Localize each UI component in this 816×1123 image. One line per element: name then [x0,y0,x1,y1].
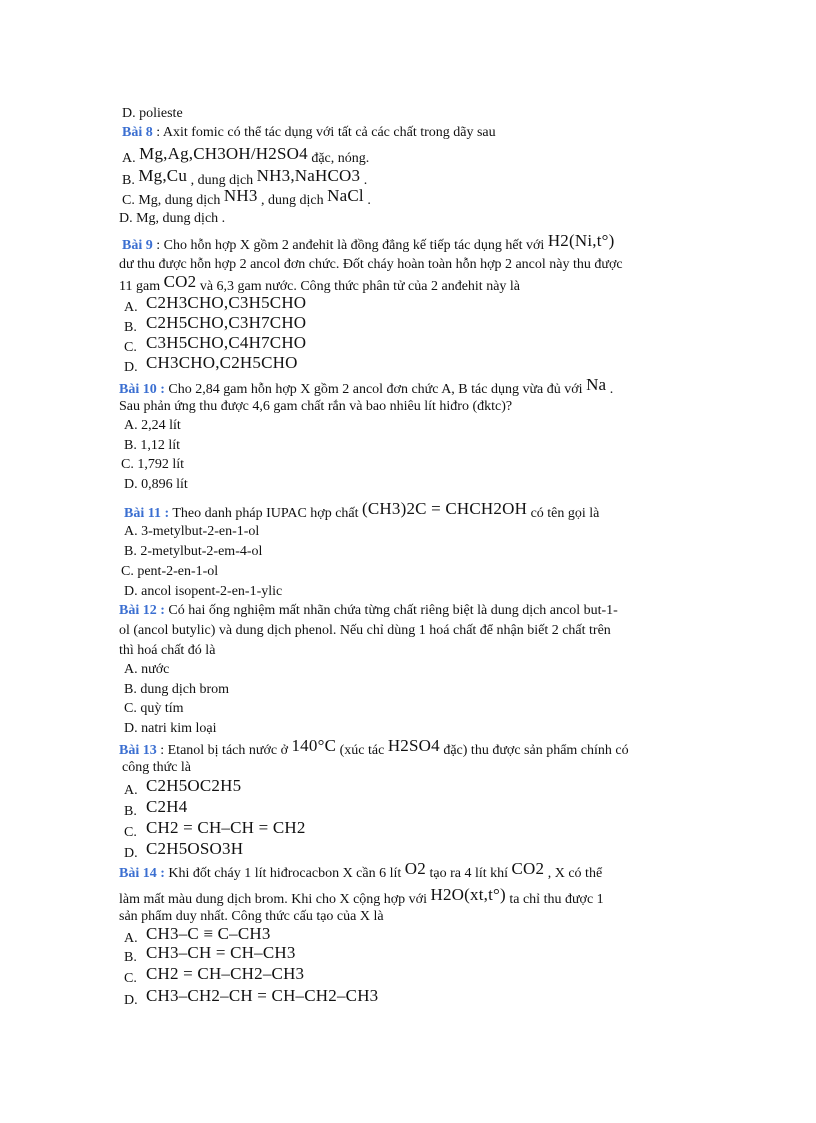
q14-option-d [124,986,379,1009]
q10-option-c: C. 1,792 lít [121,457,185,472]
q8-stem [122,125,496,141]
q13-option-d [124,839,244,862]
q14-stem-line-2 [119,885,604,908]
q14-option-d-formula: CH3–CH2–CH = CH–CH2–CH3 [146,986,379,1005]
q14-option-a-label: A. [124,931,138,946]
q8-heading: Bài 8 [122,125,153,140]
q9-heading: Bài 9 [122,238,153,253]
q11-option-d: D. ancol isopent-2-en-1-ylic [124,584,283,599]
q8-b-formula-1: Mg,Cu [138,166,188,185]
q13-option-c-label: C. [124,825,137,840]
q9-option-d-label: D. [124,360,138,375]
q8-option-a [122,144,370,167]
q13-text-1: : Etanol bị tách nước ở [160,743,288,758]
q11-formula: (CH3)2C = CHCH2OH [362,499,528,518]
q12-heading: Bài 12 : [119,603,165,618]
q13-text-1b: (xúc tác [339,743,385,758]
q14-text-1c: , X có thể [547,866,603,881]
q8-b-formula-2: NH3,NaHCO3 [256,166,361,185]
q8-text: : Axit fomic có thể tác dụng với tất cả các chất trong dãy sau [156,125,496,140]
q9-stem-line-1 [122,231,615,254]
q8-a-tail: đặc, nóng. [311,151,370,166]
q13-option-b-formula: C2H4 [146,797,188,816]
q10-formula: Na [586,375,607,394]
q10-heading: Bài 10 : [119,382,165,397]
q8-c-pre: C. Mg, dung dịch [122,193,221,208]
q8-c-tail: . [367,193,371,208]
q10-stem-line-2: Sau phản ứng thu được 4,6 gam chất rắn và bao nhiêu lít hiđro (đktc)? [119,399,513,414]
q9-option-c-label: C. [124,340,137,355]
q14-option-a-formula: CH3–C ≡ C–CH3 [146,924,271,943]
q9-text-1: : Cho hỗn hợp X gồm 2 anđehit là đồng đẳng kế tiếp tác dụng hết với [156,238,545,253]
q11-option-c: C. pent-2-en-1-ol [121,564,219,579]
q14-heading: Bài 14 : [119,866,165,881]
q9-text-3b: và 6,3 gam nước. Công thức phân tử của 2 anđehit này là [199,279,521,294]
q8-option-c [122,186,371,209]
q9-option-b-label: B. [124,320,137,335]
q13-formula-temp: 140°C [291,736,337,755]
q11-stem [124,499,600,522]
q14-formula-co2: CO2 [511,859,545,878]
q9-text-3a: 11 gam [119,279,161,294]
q10-text-1: Cho 2,84 gam hỗn hợp X gồm 2 ancol đơn chức A, B tác dụng vừa đủ với [168,382,583,397]
q13-heading: Bài 13 [119,743,157,758]
q8-a-formula: Mg,Ag,CH3OH/H2SO4 [139,144,308,163]
q10-text-1b: . [609,382,614,397]
q13-stem-line-1 [119,736,629,759]
q13-option-b-label: B. [124,804,137,819]
q11-text-1: Theo danh pháp IUPAC hợp chất [172,506,359,521]
q8-option-d: D. Mg, dung dịch . [119,211,226,226]
q13-formula-acid: H2SO4 [387,736,440,755]
q12-stem-line-3: thì hoá chất đó là [119,643,216,658]
q9-option-a-formula: C2H3CHO,C3H5CHO [146,293,307,312]
q14-formula-h2o: H2O(xt,t°) [430,885,506,904]
q14-text-1a: Khi đốt cháy 1 lít hiđrocacbon X cần 6 lít [168,866,402,881]
q9-formula-h2: H2(Ni,t°) [547,231,615,250]
q12-stem-line-1 [119,603,618,619]
q10-option-a: A. 2,24 lít [124,418,181,433]
q8-c-formula-2: NaCl [327,186,364,205]
q11-heading: Bài 11 : [124,506,170,521]
q13-option-d-label: D. [124,846,138,861]
q14-option-c-label: C. [124,971,137,986]
q8-b-mid: , dung dịch [190,173,254,188]
q13-option-a-label: A. [124,783,138,798]
q11-text-2: có tên gọi là [530,506,600,521]
q7-option-d: D. polieste [122,106,183,121]
q12-option-a: A. nước [124,662,170,677]
q12-stem-line-2: ol (ancol butylic) và dung dịch phenol. Nếu chỉ dùng 1 hoá chất để nhận biết 2 chất trên [119,623,611,638]
q13-stem-line-2: công thức là [122,760,192,775]
q9-stem-line-2: dư thu được hỗn hợp 2 ancol đơn chức. Đốt cháy hoàn toàn hỗn hợp 2 ancol này thu được [119,257,623,272]
q12-option-c: C. quỳ tím [124,701,184,716]
q14-text-1b: tạo ra 4 lít khí [429,866,509,881]
q12-option-d: D. natri kim loại [124,721,217,736]
q12-option-b: B. dung dịch brom [124,682,229,697]
q8-b-label: B. [122,173,135,188]
q9-option-c-formula: C3H5CHO,C4H7CHO [146,333,307,352]
q14-option-b-label: B. [124,950,137,965]
q14-stem-line-1 [119,859,603,882]
q10-option-d: D. 0,896 lít [124,477,188,492]
q13-option-d-formula: C2H5OSO3H [146,839,244,858]
q9-option-d [124,353,298,376]
q14-option-c-formula: CH2 = CH–CH2–CH3 [146,964,305,983]
q12-text-1: Có hai ống nghiệm mất nhãn chứa từng chất riêng biệt là dung dịch ancol but-1- [168,603,618,618]
q9-option-b-formula: C2H5CHO,C3H7CHO [146,313,307,332]
q14-stem-line-3: sản phẩm duy nhất. Công thức cấu tạo của X là [119,909,384,924]
q9-formula-co2: CO2 [163,272,197,291]
q14-option-c [124,964,305,987]
q9-option-d-formula: CH3CHO,C2H5CHO [146,353,298,372]
q8-c-formula-1: NH3 [223,186,258,205]
q13-text-1c: đặc) thu được sản phẩm chính có [443,743,629,758]
q14-formula-o2: O2 [404,859,426,878]
q8-c-mid: , dung dịch [261,193,324,208]
q14-text-2a: làm mất màu dung dịch brom. Khi cho X cộng hợp với [119,892,427,907]
q10-option-b: B. 1,12 lít [124,438,181,453]
q13-option-c-formula: CH2 = CH–CH = CH2 [146,818,306,837]
q9-option-a-label: A. [124,300,138,315]
q8-a-label: A. [122,151,136,166]
q14-text-2b: ta chỉ thu được 1 [509,892,604,907]
q14-option-b-formula: CH3–CH = CH–CH3 [146,943,296,962]
q14-option-d-label: D. [124,993,138,1008]
q10-stem-line-1 [119,375,614,398]
q11-option-b: B. 2-metylbut-2-em-4-ol [124,544,263,559]
q8-b-tail: . [363,173,368,188]
q13-option-a-formula: C2H5OC2H5 [146,776,242,795]
q11-option-a: A. 3-metylbut-2-en-1-ol [124,524,260,539]
